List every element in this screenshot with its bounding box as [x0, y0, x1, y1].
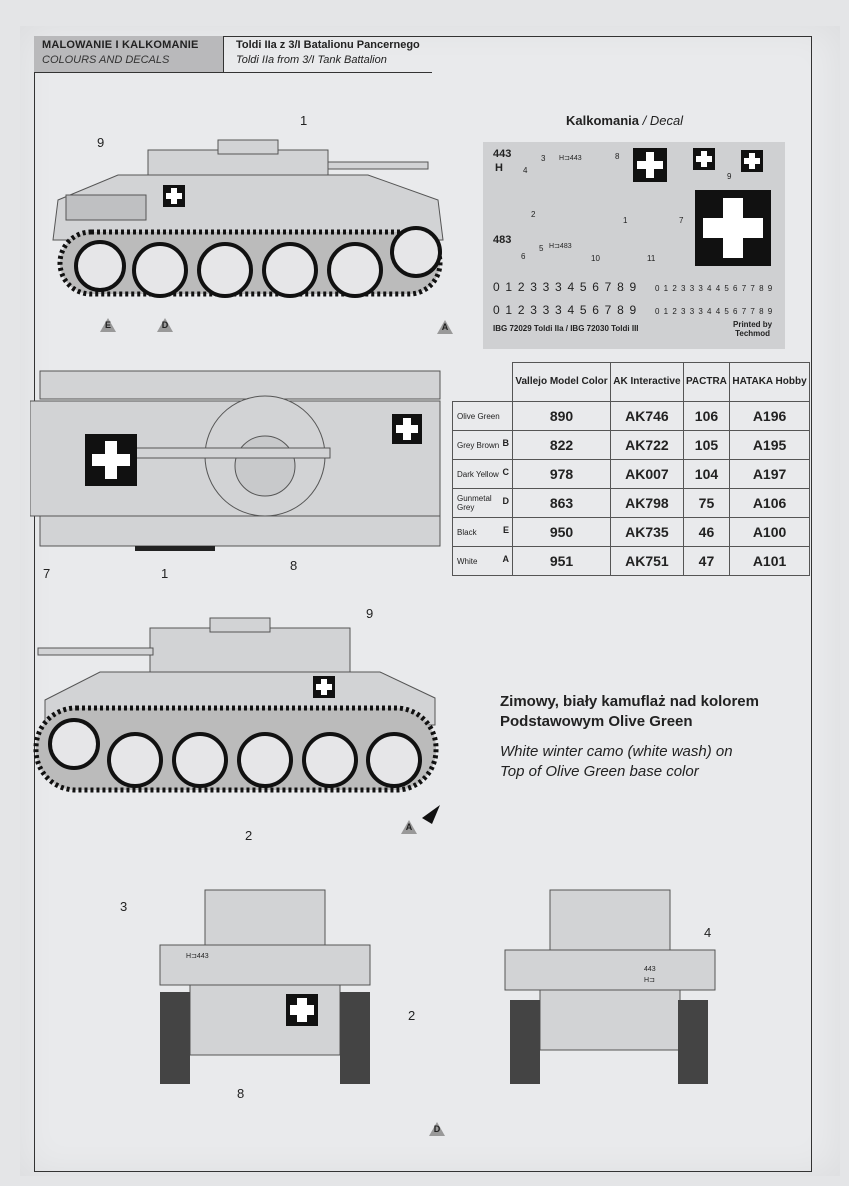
callout-1b: 1 — [161, 566, 169, 581]
header-subtitle-en: Toldi IIa from 3/I Tank Battalion — [236, 54, 387, 66]
decal-label-8: 8 — [615, 152, 620, 161]
ak-code: AK798 — [611, 489, 684, 518]
cross-marking-top-right — [392, 414, 422, 444]
pactra-code: 104 — [683, 460, 729, 489]
note-en-line1: White winter camo (white wash) on — [500, 743, 733, 760]
decal-reg-small: H⊐443 — [559, 155, 582, 162]
vallejo-code: 890 — [513, 402, 611, 431]
track-left — [510, 1000, 540, 1084]
track-right — [678, 1000, 708, 1084]
hataka-code: A195 — [730, 431, 810, 460]
hataka-code: A106 — [730, 489, 810, 518]
decal-reg-small2: H⊐483 — [549, 243, 572, 250]
hull-rear-lower — [540, 990, 680, 1050]
decal-cross-8 — [633, 148, 667, 182]
hull-rear-upper — [505, 950, 715, 990]
front-reg-mark: H⊐443 — [186, 953, 209, 960]
hataka-code: A101 — [730, 547, 810, 576]
tank-front-view — [150, 880, 380, 1090]
vallejo-code: 978 — [513, 460, 611, 489]
track-left — [160, 992, 190, 1084]
decal-numbers-small-1: 0 1 2 3 3 3 4 4 5 6 7 7 8 9 — [655, 284, 774, 293]
hull-front-upper — [160, 945, 370, 985]
header-section-box — [34, 36, 224, 72]
ak-code: AK735 — [611, 518, 684, 547]
cross-marking — [313, 676, 335, 698]
header-vallejo: Vallejo Model Color — [513, 363, 611, 402]
track-guard-top — [40, 371, 440, 399]
header-hataka: HATAKA Hobby — [730, 363, 810, 402]
table-row — [453, 402, 810, 431]
header-subtitle-box — [224, 36, 432, 72]
pactra-code: 46 — [683, 518, 729, 547]
callout-8: 8 — [290, 558, 298, 573]
hataka-code: A100 — [730, 518, 810, 547]
table-row — [453, 431, 810, 460]
note-en-line2: Top of Olive Green base color — [500, 763, 699, 780]
header-ak: AK Interactive — [611, 363, 684, 402]
header-subtitle-pl: Toldi IIa z 3/I Batalionu Pancernego — [236, 39, 420, 51]
callout-7: 7 — [43, 566, 51, 581]
decal-cross-small-2 — [741, 150, 763, 172]
tank-left-side-view — [38, 130, 458, 320]
turret-front — [205, 890, 325, 945]
color-name: Olive Green — [453, 402, 513, 431]
cross-marking — [163, 185, 185, 207]
pactra-code: 105 — [683, 431, 729, 460]
decal-footer-kits: IBG 72029 Toldi IIa / IBG 72030 Toldi III — [493, 324, 639, 333]
color-name: White A — [453, 547, 513, 576]
callout-4: 4 — [704, 925, 712, 940]
header — [34, 36, 432, 73]
pactra-code: 106 — [683, 402, 729, 431]
tank-rear-view — [500, 880, 720, 1090]
table-row — [453, 489, 810, 518]
tank-top-view — [30, 366, 450, 556]
hataka-code: A197 — [730, 460, 810, 489]
decal-cross-small-1 — [693, 148, 715, 170]
note-pl-line1: Zimowy, biały kamuflaż nad kolorem — [500, 693, 759, 710]
decal-label-10: 10 — [591, 254, 600, 263]
decal-label-11: 11 — [647, 254, 656, 263]
table-corner — [453, 363, 513, 402]
decal-footer-printer: Printed by Techmod — [733, 320, 773, 338]
vallejo-code: 950 — [513, 518, 611, 547]
color-name: Dark Yellow C — [453, 460, 513, 489]
track-right — [340, 992, 370, 1084]
callout-1: 1 — [300, 113, 308, 128]
decal-label-7: 7 — [679, 216, 684, 225]
callout-8b: 8 — [237, 1086, 245, 1101]
tank-right-side-view — [30, 610, 450, 800]
decal-label-1: 1 — [623, 216, 628, 225]
turret-rear — [550, 890, 670, 950]
decal-reg-h: H — [495, 162, 503, 174]
vallejo-code: 822 — [513, 431, 611, 460]
decal-reg-483: 483 — [493, 234, 512, 246]
decal-cross-large — [695, 190, 771, 266]
decal-numbers-small-2: 0 1 2 3 3 3 4 4 5 6 7 7 8 9 — [655, 307, 774, 316]
decal-numbers-large-2: 0 1 2 3 3 3 4 5 6 7 8 9 — [493, 303, 638, 317]
decal-label-6: 6 — [521, 252, 526, 261]
marker-d-2: D — [429, 1122, 445, 1136]
header-pactra: PACTRA — [683, 363, 729, 402]
marker-e: E — [100, 318, 116, 332]
ak-code: AK746 — [611, 402, 684, 431]
cross-marking-top-left — [85, 434, 137, 486]
ak-code: AK751 — [611, 547, 684, 576]
color-name: Grey Brown B — [453, 431, 513, 460]
winter-camo-note — [500, 692, 759, 782]
color-name: Gunmetal Grey D — [453, 489, 513, 518]
marker-d: D — [157, 318, 173, 332]
vallejo-code: 951 — [513, 547, 611, 576]
header-title-en: COLOURS AND DECALS — [42, 54, 170, 66]
color-name: Black E — [453, 518, 513, 547]
paint-reference-table — [452, 362, 810, 576]
note-pl-line2: Podstawowym Olive Green — [500, 713, 693, 730]
pactra-code: 75 — [683, 489, 729, 518]
rear-h-mark: H⊐ — [644, 977, 655, 984]
ak-code: AK722 — [611, 431, 684, 460]
decal-title: Kalkomania / Decal — [566, 113, 684, 128]
turret — [150, 628, 350, 673]
decal-label-2: 2 — [531, 210, 536, 219]
decal-numbers-large-1: 0 1 2 3 3 3 4 5 6 7 8 9 — [493, 280, 638, 294]
decal-label-5: 5 — [539, 244, 544, 253]
table-row — [453, 547, 810, 576]
decal-label-3: 3 — [541, 154, 546, 163]
rear-num-mark: 443 — [644, 966, 656, 973]
cross-marking — [286, 994, 318, 1026]
marker-a: A — [437, 320, 453, 334]
marker-a-2: A — [401, 820, 417, 834]
decal-label-9: 9 — [727, 172, 732, 181]
ak-code: AK007 — [611, 460, 684, 489]
hataka-code: A196 — [730, 402, 810, 431]
header-title-pl: MALOWANIE I KALKOMANIE — [42, 39, 199, 51]
callout-9b: 9 — [366, 606, 374, 621]
gun-barrel — [38, 648, 153, 655]
decal-label-4: 4 — [523, 166, 528, 175]
table-row — [453, 518, 810, 547]
decal-reg-443: 443 — [493, 148, 512, 160]
callout-2: 2 — [245, 828, 253, 843]
vallejo-code: 863 — [513, 489, 611, 518]
callout-2b: 2 — [408, 1008, 416, 1023]
pactra-code: 47 — [683, 547, 729, 576]
callout-3: 3 — [120, 899, 128, 914]
gun-barrel — [328, 162, 428, 169]
track-guard-bottom — [40, 516, 440, 546]
decal-sheet — [483, 142, 785, 349]
table-row — [453, 460, 810, 489]
callout-9: 9 — [97, 135, 105, 150]
